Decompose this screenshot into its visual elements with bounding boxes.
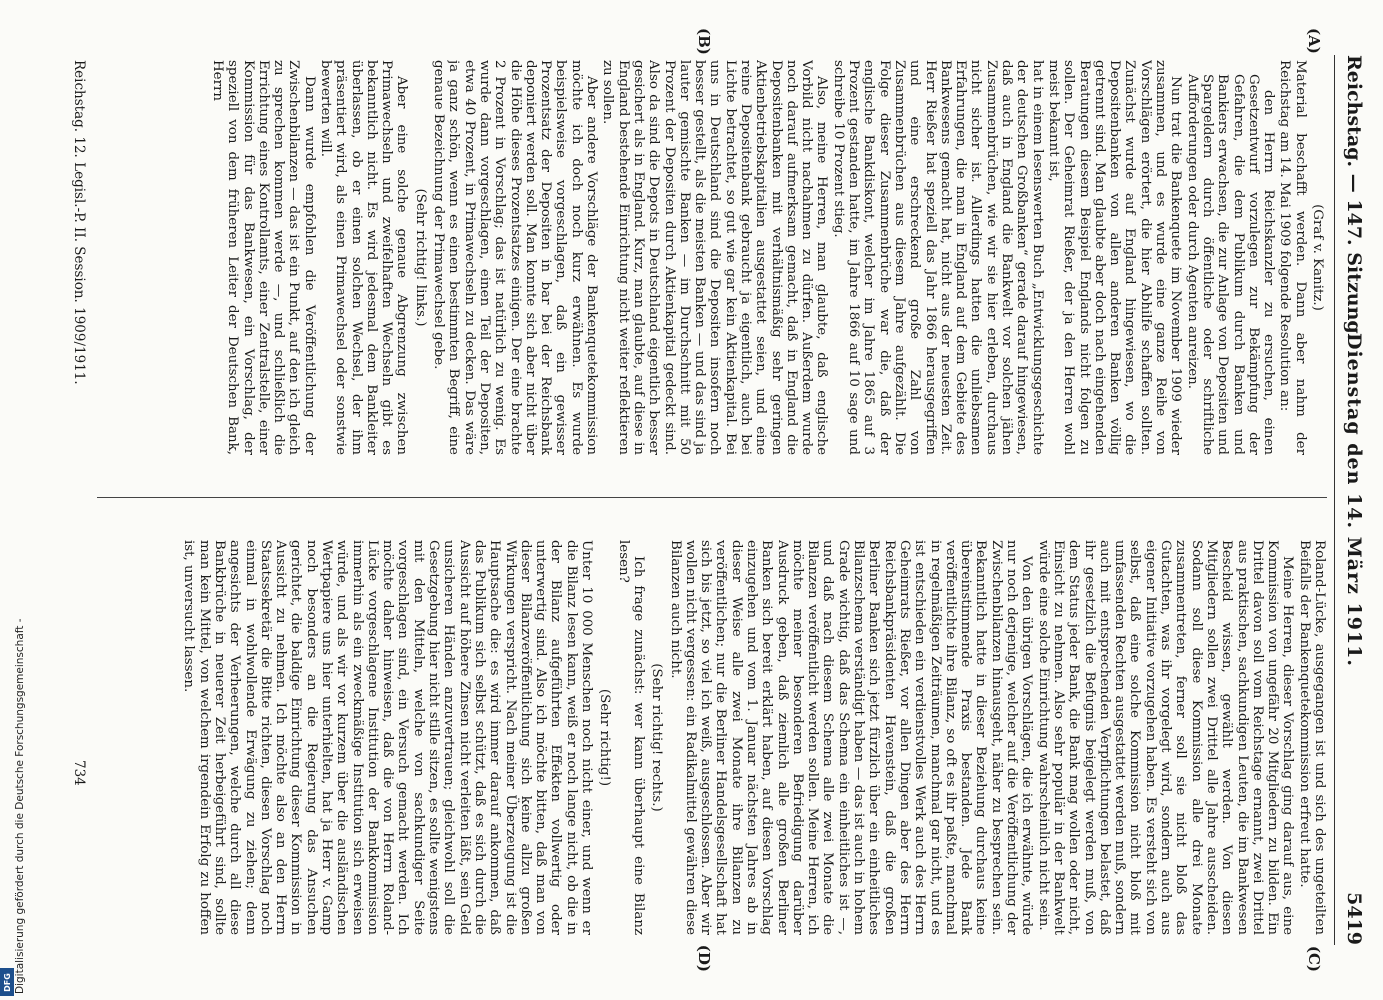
margin-marker-d: (D) (695, 944, 713, 972)
speaker-line: (Graf v. Kanitz.) (1310, 204, 1325, 311)
paragraph: Meine Herren, dieser Vorschlag ging darauf aus, eine Kommission von ungefähr 20 Mitgliedern zu bilden. Ein Drittel davon soll vom Reichstage ernannt, zwei Drittel aus praktischen, sachkundigen Leuten, die im Bankwesen Bescheid wissen, gewählt werden. Von diesen Mitgliedern sollen zwei Drittel alle Jahre ausscheiden. Sodann soll diese Kommission alle drei Monate zusammentreten, ferner soll sie nicht bloß das Gutachten, was ihr vorgelegt wird, sondern auch aus eigener Initiative vorzugehen haben. Es versteht sich von selbst, daß eine solche Kommission nicht bloß mit umfassenden Rechten ausgestattet werden muß, sondern auch mit entsprechenden Verpflichtungen belastet, daß ihr gesetzlich die Befugnis beigelegt werden muß, von dem Status jeder Bank, die Bank mag wollen oder nicht, Einsicht zu nehmen. Also sehr populär in der Bankwelt würde eine solche Einrichtung wahrscheinlich nicht sein. (1035, 540, 1296, 935)
interjection: (Sehr richtig! rechts.) (649, 663, 665, 812)
paragraph: Von den übrigen Vorschlägen, die ich erwähnte, würde nur noch derjenige, welcher auf die Veröffentlichung der Zwischenbilanzen hinausgeht, näher zu besprechen sein. Bekanntlich hatte in dieser Beziehung durchaus keine übereinstimmende Praxis bestanden. Jede Bank veröffentlichte ihre Bilanz, so oft es ihr paßte, manchmal in regelmäßigen Zeiträumen, manchmal gar nicht, und es ist entschieden ein verdienstvolles Werk auch des Herrn Geheimrats Rießer, vor allen Dingen aber des Herrn Reichsbankpräsidenten Havenstein, daß die großen Berliner Banken sich jetzt fürzlich über ein einheitliches Bilanzschema verständigt haben — das ist auch in hohem Grade wichtig, daß das Schema ein einheitliches ist —, und daß nach diesem Schema alle zwei Monate die Bilanzen veröffentlicht werden sollen. Meine Herren, ich möchte meiner besonderen Befriedigung darüber Ausdruck geben, daß ziemlich alle großen Berliner Banken sich bereit erklärt haben, auf diesen Vorschlag einzugehen und vom 1. Januar nächsten Jahres ab in dieser Weise alle zwei Monate ihre Bilanzen zu veröffentlichen; nur die Berliner Handelsgesellschaft hat sich bis jetzt, so viel ich weiß, ausgeschlossen. Aber wir wollen nicht vergessen: ein Radikalmittel gewähren diese Bilanzen auch nicht. (667, 540, 1035, 935)
paragraph: Nun trat die Bankenquete im November 1909 wieder zusammen, und es wurde eine ganze Reihe von Vorschlägen erörtert, die hier Abhilfe schaffen sollten. Zunächst wurde auf England hingewiesen, wo die Depositenbanken von allen anderen Banken völlig getrennt sind. Man glaubte aber doch nach eingehenden Beratungen diesem Beispiel Englands nicht folgen zu sollen. Der Geheimrat Rießer, der ja den Herren wohl meist bekannt ist, (1045, 60, 1184, 455)
footer-page-number: 734 (71, 760, 87, 786)
interjection: (Sehr richtig! links.) (412, 188, 428, 327)
text-column-left (97, 60, 1327, 455)
header-date: Dienstag den 14. März 1911. (1343, 332, 1365, 667)
paragraph: Dann wurde empfohlen die Veröffentlichung der Zwischenbilanzen — das ist ein Punkt, auf den ich gleich zu sprechen kommen werde —, und schließlich die Errichtung eines Kontrollamts, einer Zentralstelle, einer Kommission für das Bankwesen, ein Vorschlag, der speziell von dem früheren Leiter der Deutschen Bank, Herrn (209, 60, 317, 455)
text-column-right (97, 540, 1327, 935)
page-footer: Reichstag. 12. Legisl.-P. II. Session. 1909/1911. (71, 60, 87, 385)
header-page-number: 5419 (1343, 892, 1365, 945)
paragraph: Ich frage zunächst: wer kann überhaupt eine Bilanz lesen? (615, 540, 646, 935)
paragraph: Also, meine Herren, man glaubte, daß englische Vorbild nicht nachahmen zu dürfen. Außerdem wurde noch darauf aufmerksam gemacht, daß in England die Depositenbanken mit verhältnismäßig sehr geringen Aktienbetriebskapitalien ausgestattet seien, und eine reine Depositenbank gebraucht ja eigentlich, auch bei Lichte betrachtet, so gut wie gar kein Aktienkapital. Bei uns in Deutschland sind die Depositen insofern noch besser gestellt, als die meisten Banken — und das sind ja lauter gemischte Banken — im Durchschnitt mit 50 Prozent der Depositen durch Aktienkapital gedeckt sind. Also da sind die Depots in Deutschland eigentlich besser gesichert als in England. Kurz, man glaubte, auf diese in England bestehende Einrichtung nicht weiter reflektieren zu sollen. (600, 60, 830, 455)
interjection: (Sehr richtig!) (597, 688, 613, 787)
resolution-quote: den Herrn Reichskanzler zu ersuchen, einen Gesetzentwurf vorzulegen zur Bekämpfung der Gefahren, die dem Publikum durch Banken und Bankiers erwachsen, die zur Anlage von Depositen und Spargeldern durch öffentliche oder schriftliche Aufforderungen oder durch Agenten anreizen. (1184, 74, 1277, 455)
paragraph: Aber andere Vorschläge der Bankenquetekommission möchte ich doch noch kurz erwähnen. Es wurde beispielsweise vorgeschlagen, daß ein gewisser Prozentsatz der Depositen in bar bei der Reichsbank deponiert werden soll. Man konnte sich aber nicht über die Höhe dieses Prozentsatzes einigen. Der eine brachte 2 Prozent in Vorschlag; das ist natürlich zu wenig. Es wurde dann vorgeschlagen, einen Teil der Depositen, etwa 40 Prozent, in Primawechseln zu decken. Das wäre ja ganz schön, wenn es einen bestimmten Begriff, eine genaue Bezeichnung der Primawechsel gebe. (431, 60, 600, 455)
paragraph: Unter 10 000 Menschen noch nicht einer, und wenn er die Bilanz lesen kann, weiß er noch lange nicht, ob die in der Bilanz aufgeführten Effekten vollwertig oder unterwertig sind. Also ich möchte bitten, daß man von dieser Bilanzveröffentlichung sich keine allzu großen Wirkungen verspricht. Nach meiner Überzeugung ist die Hauptsache die: es wird immer darauf ankommen, daß das Publikum sich selbst schützt, daß es sich durch die Aussicht auf höhere Zinsen nicht verleiten läßt, sein Geld unsicheren Händen anzuvertrauen; gleichwohl soll die Gesetzgebung hier nicht stille sitzen, es sollte wenigstens mit den Mitteln, welche von sachkundiger Seite vorgeschlagen sind, ein Versuch gemacht werden. Ich möchte daher hinweisen, daß die von Herrn Roland-Lücke vorgeschlagene Institution der Bankkommission immerhin als ein zweckmäßige Institution sich erweisen würde, und als wir vor kurzem über die ausländischen Wertpapiere uns hier unterhielten, hat ja Herr v. Gamp noch besonders an die Regierung das Ansuchen gerichtet, die baldige Einrichtung dieser Kommission in Aussicht zu nehmen. Ich möchte also an den Herrn Staatssekretär die Bitte richten, diesen Vorschlag noch einmal in wohlwollende Erwägung zu ziehen; denn angesichts der Verheerungen, welche durch all diese Bankbrüche in neuerer Zeit herbeigeführt sind, sollte man kein Mittel, von welchem irgendein Erfolg zu hoffen ist, unversucht lassen. (181, 540, 595, 935)
margin-marker-c: (C) (1305, 945, 1323, 972)
page-header (1337, 55, 1371, 945)
paragraph: Material beschafft werden. Dann aber nahm der Reichstag am 14. Mai 1909 folgende Resolution an: (1277, 60, 1308, 455)
header-left: Reichstag. — 147. Sitzung. (1343, 55, 1365, 341)
paragraph: hat in einem lesenswerten Buch „Entwicklungsgeschichte der deutschen Großbanken“ gerade darauf hingewiesen, daß auch in England die Bankwelt vor solchen jähen Zusammenbrüchen, wie wir sie hier erleben, durchaus nicht sicher ist. Allerdings hatten die unliebsamen Erfahrungen, die man in England auf dem Gebiete des Bankwesens gemacht hat, nicht aus der neuesten Zeit. Herr Rießer hat speziell das Jahr 1866 herausgegriffen und eine erschreckend große Zahl von Zusammenbrüchen aus diesem Jahre aufgezählt. Die Folge dieser Zusammenbrüche war die, daß der englische Bankdiskont, welcher im Jahre 1865 auf 3 Prozent gestanden hatte, im Jahre 1866 auf 10 sage und schreibe 10 Prozent stieg. (830, 60, 1045, 455)
column-divider (97, 497, 1327, 498)
margin-marker-a: (A) (1305, 28, 1323, 54)
paragraph: Aber eine solche genaue Abgrenzung zwischen Primawechseln und zweifelhaften Wechseln gibt es bekanntlich nicht. Es wird jedesmal dem Bankleiter überlassen, ob er einen solchen Wechsel, der ihm präsentiert wird, als einen Primawechsel oder sonstwie bewerten will. (318, 60, 410, 455)
paragraph: Roland-Lücke, ausgegangen ist und sich des ungeteilten Beifalls der Bankenquetekommission erfreut hatte. (1296, 540, 1327, 935)
dfg-logo-text: DFG (2, 972, 12, 992)
header-rule (1334, 55, 1335, 945)
margin-marker-b: (B) (695, 28, 713, 55)
digitization-note: Digitalisierung gefördert durch die Deutsche Forschungsgemeinschaft - (14, 618, 26, 994)
